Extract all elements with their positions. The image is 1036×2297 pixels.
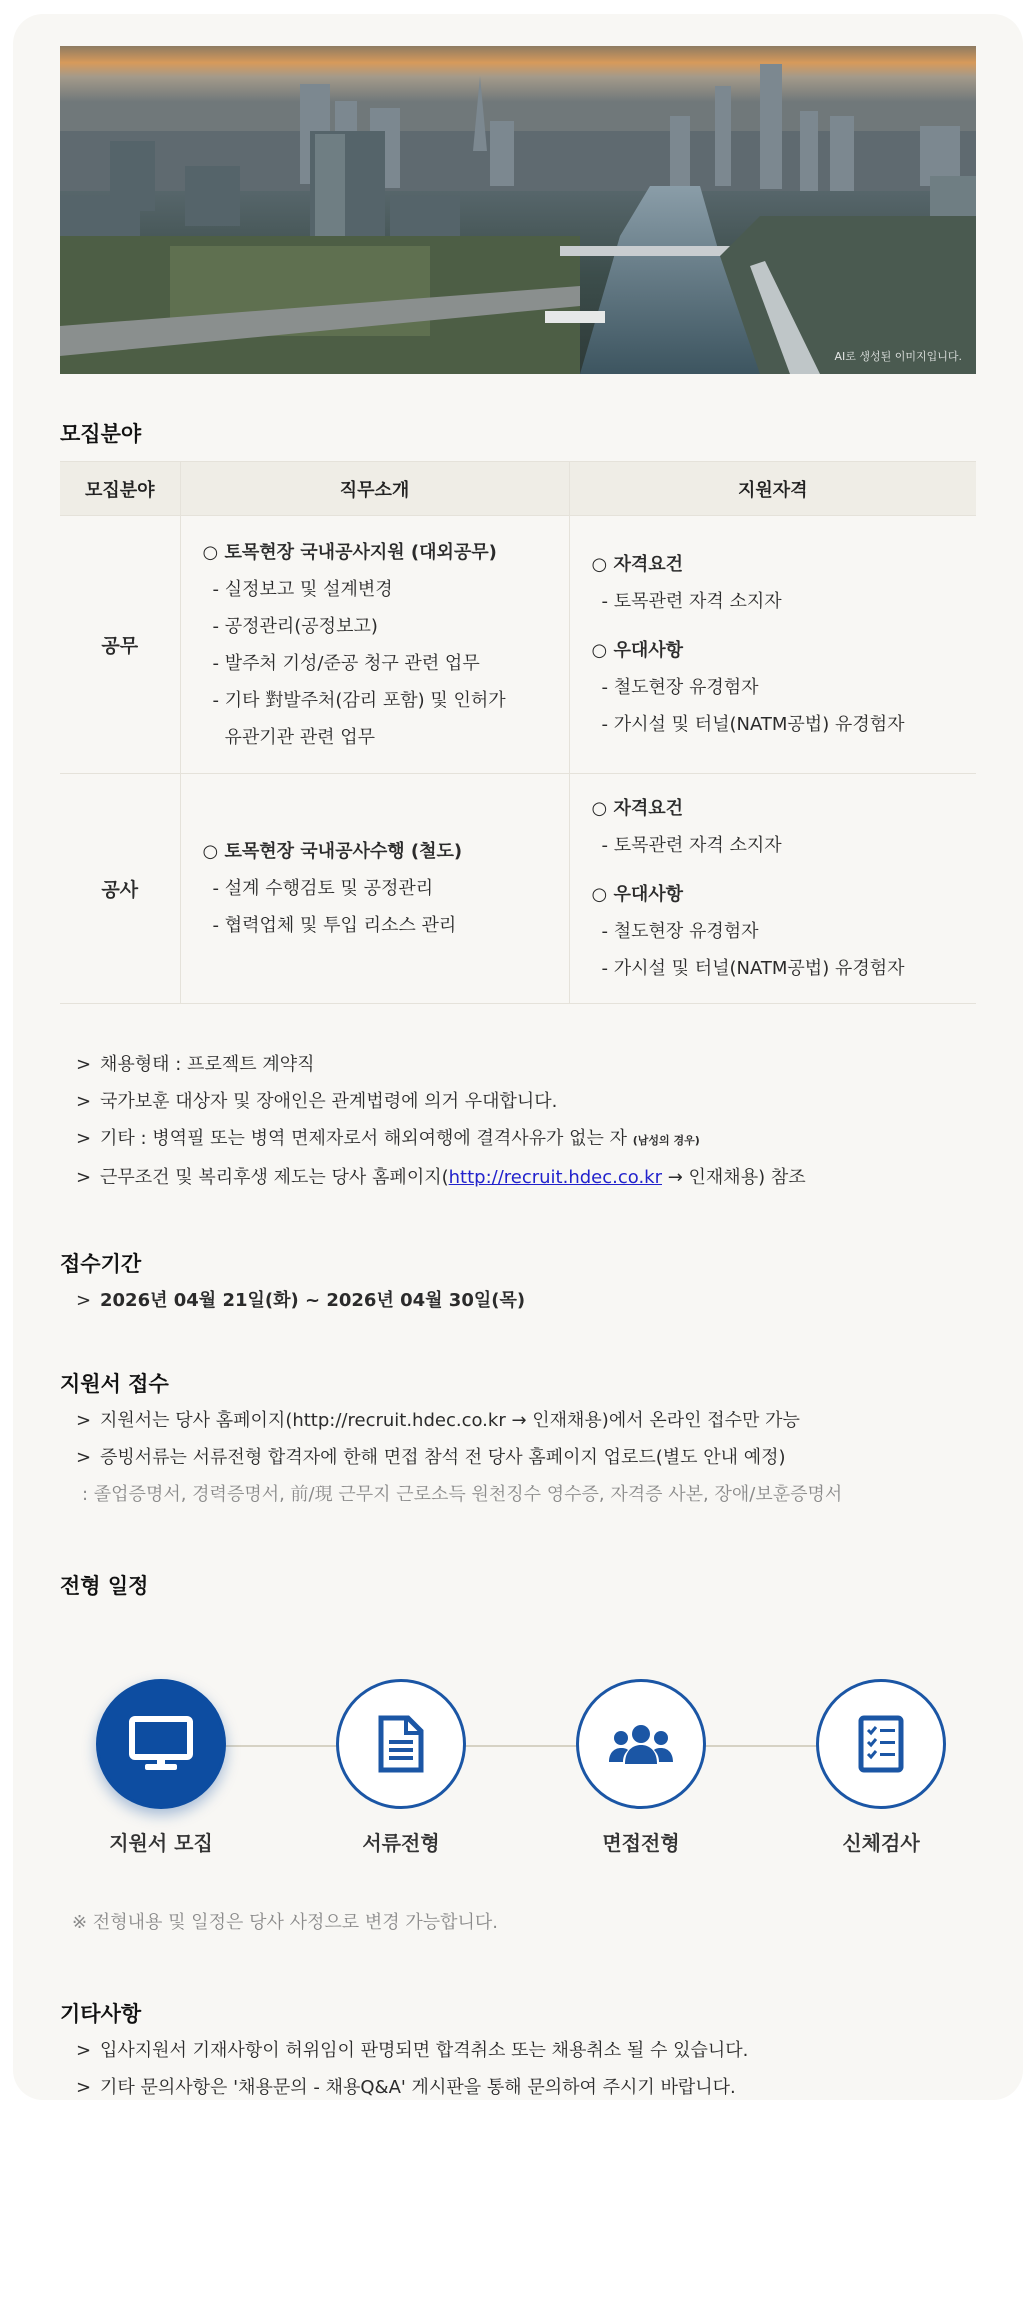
duty-title: ○ 토목현장 국내공사수행 (철도) [202,841,463,862]
duty-title: ○ 토목현장 국내공사지원 (대외공무) [202,541,497,563]
requirement-item: - 토목관련 자격 소지자 [601,835,782,856]
table-row [60,774,976,1004]
qualification-cell [569,516,976,774]
duty-cell [180,516,569,774]
step-circle [816,1679,946,1809]
people-icon [609,1722,673,1766]
document-icon [378,1715,424,1773]
section-title-period: 접수기간 [60,1252,142,1276]
preference-item: - 가시설 및 터널(NATM공법) 유경험자 [601,958,905,979]
etc-item [60,2032,976,2069]
step-label: 서류전형 [362,1831,440,1855]
step-label: 면접전형 [602,1831,680,1855]
hero-city-image [60,46,976,374]
card-content [60,46,976,2098]
etc-item [60,2069,976,2106]
field-cell: 공사 [60,774,180,1004]
process-connector-line [160,1745,880,1747]
recruit-card [13,14,1023,2100]
apply-documents: : 졸업증명서, 경력증명서, 前/現 근무지 근로소득 원천징수 영수증, 자격증 사본, 장애/보훈증명서 [82,1484,843,1505]
table-header: 직무소개 [180,462,569,516]
period-text: 2026년 04월 21일(화) ~ 2026년 04월 30일(목) [100,1290,526,1311]
section-title-etc: 기타사항 [60,2002,142,2026]
apply-text: 증빙서류는 서류전형 합격자에 한해 면접 참석 전 당사 홈페이지 업로드(별도 안내 예정) [100,1447,786,1468]
note-small-text: (남성의 경우) [632,1134,700,1147]
preference-item: - 철도현장 유경험자 [601,677,759,698]
note-item [60,1046,976,1083]
duty-item: - 공정관리(공정보고) [212,615,378,637]
preference-item: - 철도현장 유경험자 [601,921,759,942]
table-header-row [60,462,976,516]
checklist-icon [858,1715,904,1773]
requirement-title: ○ 자격요건 [591,798,684,819]
arrow-icon: > [76,2040,92,2061]
arrow-icon: > [76,1054,92,1075]
section-title-recruit: 모집분야 [60,422,142,446]
process-step-document [336,1679,466,1856]
table-header: 지원자격 [569,462,976,516]
requirement-item: - 토목관련 자격 소지자 [601,591,782,612]
process-step-interview [576,1679,706,1856]
step-circle [336,1679,466,1809]
arrow-icon: > [76,1091,92,1112]
note-item [60,1159,976,1196]
duty-item: - 설계 수행검토 및 공정관리 [212,878,434,899]
process-steps [60,1626,976,1876]
etc-text: 기타 문의사항은 '채용문의 - 채용Q&A' 게시판을 통해 문의하여 주시기 바랍니다. [100,2077,736,2098]
requirement-title: ○ 자격요건 [591,554,684,575]
field-cell: 공무 [60,516,180,774]
etc-text: 입사지원서 기재사항이 허위임이 판명되면 합격취소 또는 채용취소 될 수 있습니다. [100,2040,749,2061]
section-title-apply: 지원서 접수 [60,1372,169,1396]
arrow-icon: > [76,1167,92,1188]
duty-item-continued: 유관기관 관련 업무 [224,726,376,748]
step-circle [576,1679,706,1809]
table-row [60,516,976,774]
duty-item: - 실정보고 및 설계변경 [212,578,393,600]
apply-text: 지원서는 당사 홈페이지(http://recruit.hdec.co.kr → 인재채용)에서 온라인 접수만 가능 [100,1410,800,1431]
note-text: 채용형태 : 프로젝트 계약직 [100,1054,315,1075]
note-text: → 인재채용) 참조 [662,1167,806,1188]
process-step-medical [816,1679,946,1856]
arrow-icon: > [76,1128,92,1149]
apply-block [60,1402,976,1513]
apply-item [60,1402,976,1439]
note-text: 근무조건 및 복리후생 제도는 당사 홈페이지( [100,1167,449,1188]
preference-title: ○ 우대사항 [591,640,684,661]
step-label: 지원서 모집 [109,1831,213,1855]
etc-block [60,2032,976,2106]
recruit-table [60,461,976,1004]
preference-title: ○ 우대사항 [591,884,684,905]
note-text: 기타 : 병역필 또는 병역 면제자로서 해외여행에 결격사유가 없는 자 [100,1128,628,1149]
recruit-site-link[interactable]: http://recruit.hdec.co.kr [448,1167,662,1188]
period-block [60,1282,976,1319]
step-label: 신체검사 [842,1831,920,1855]
period-item [60,1282,976,1319]
section-title-process: 전형 일정 [60,1574,149,1598]
note-item [60,1120,976,1159]
preference-item: - 가시설 및 터널(NATM공법) 유경험자 [601,714,905,735]
apply-item [60,1439,976,1476]
recruit-notes [60,1046,976,1196]
duty-item: - 발주처 기성/준공 청구 관련 업무 [212,652,480,674]
note-text: 국가보훈 대상자 및 장애인은 관계법령에 의거 우대합니다. [100,1091,558,1112]
arrow-icon: > [76,1410,92,1431]
arrow-icon: > [76,1290,92,1311]
city-skyline-illustration [60,46,976,374]
arrow-icon: > [76,1447,92,1468]
qualification-cell [569,774,976,1004]
note-item [60,1083,976,1120]
duty-item: - 기타 對발주처(감리 포함) 및 인허가 [212,689,506,711]
duty-cell [180,774,569,1004]
arrow-icon: > [76,2077,92,2098]
hero-caption: AI로 생성된 이미지입니다. [834,350,962,363]
step-circle [96,1679,226,1809]
table-header: 모집분야 [60,462,180,516]
process-note: ※ 전형내용 및 일정은 당사 사정으로 변경 가능합니다. [72,1912,499,1933]
duty-item: - 협력업체 및 투입 리소스 관리 [212,915,457,936]
process-step-application [96,1679,226,1856]
monitor-icon [129,1716,193,1772]
